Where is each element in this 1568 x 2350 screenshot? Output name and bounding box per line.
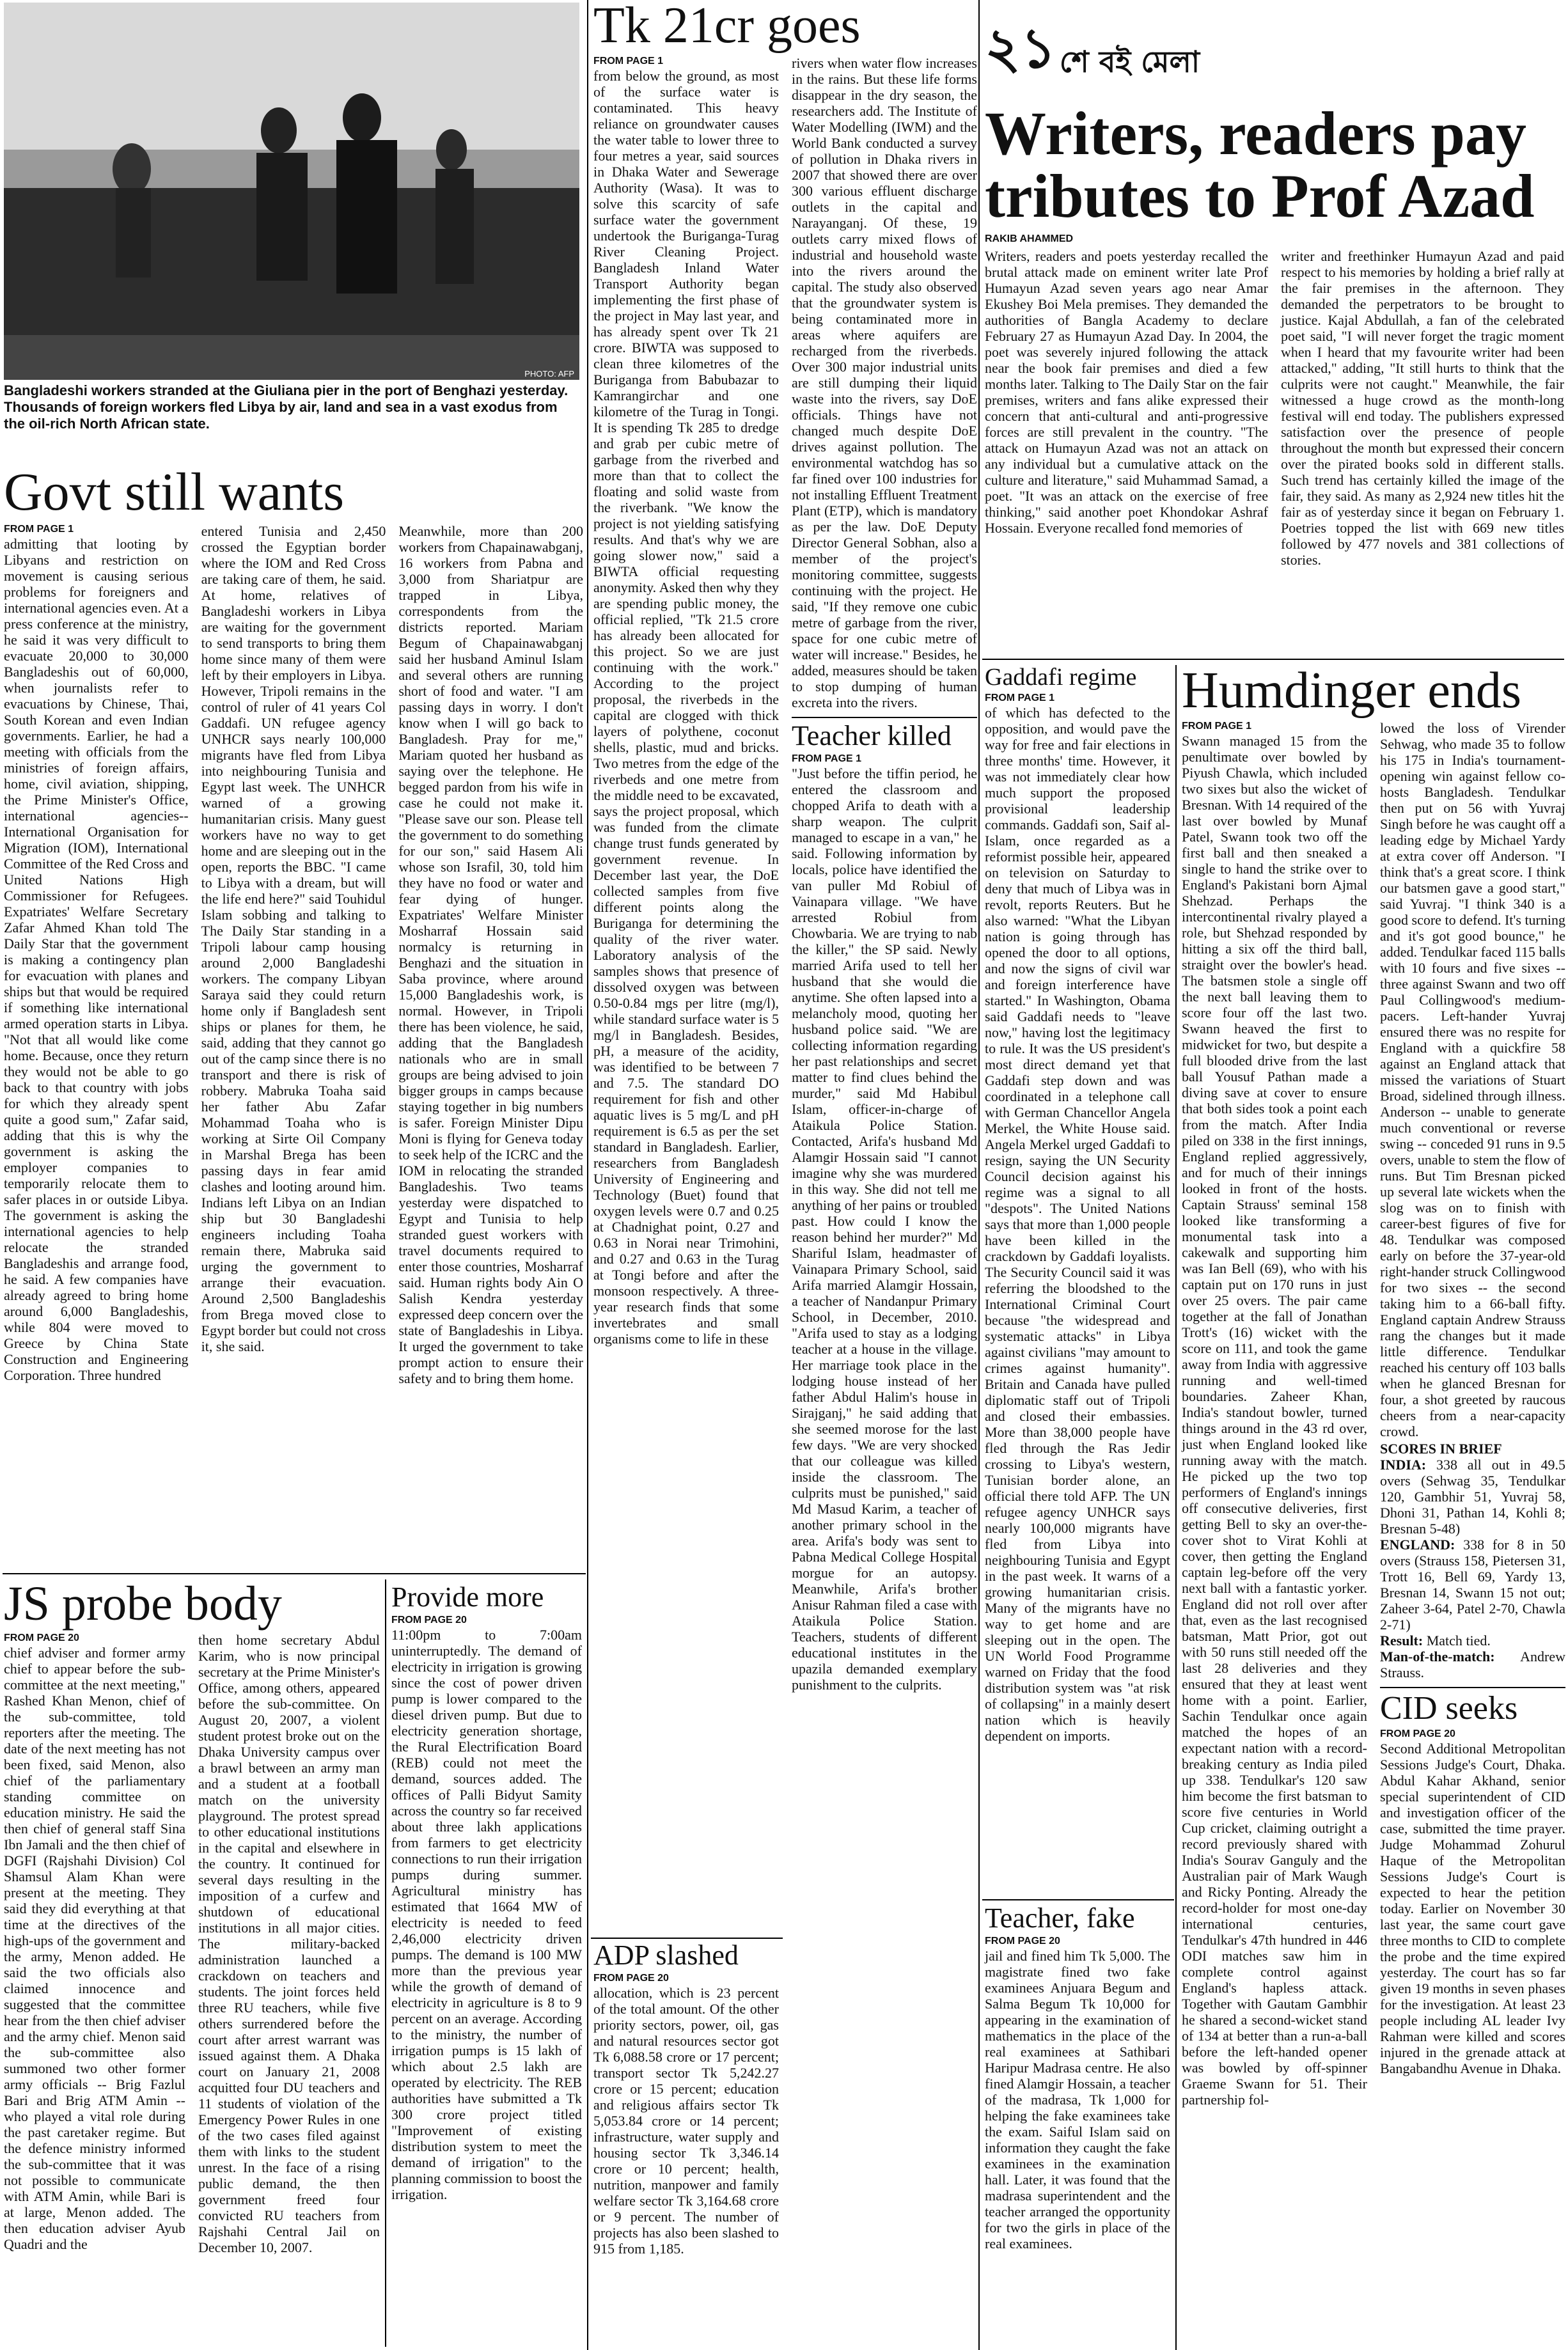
govt-article: [4, 462, 584, 1386]
writers-byline: RAKIB AHAMMED: [985, 233, 1074, 244]
humdinger-headline: Humdinger ends: [1182, 662, 1522, 719]
divider: [792, 717, 977, 718]
score-india: [1380, 1457, 1565, 1537]
humdinger-from: FROM PAGE 1: [1182, 721, 1252, 732]
writers-headline: Writers, readers pay tributes to Prof Azad: [985, 99, 1535, 230]
tk21-col2-text: rivers when water flow increases in the rains. But these life forms disappear in the dry season, the researchers add. The Institute of Water Modelling (IWM) and the World Bank conducted a survey of pollution in Dhaka rivers in 2007 that showed there are over 300 various effluent discharge outlets in the capital and Narayanganj. Of these, 19 outlets carry mixed flows of industrial and household waste into the rivers around the capital. The study also observed that the groundwater system is being contaminated more in areas where aquifers are recharged from the riverbeds. Over 300 major industrial units are still dumping their liquid waste into the rivers, say DoE officials. Things have not changed much despite DoE drives against pollution. The environmental watchdog has so far fined over 100 industries for not installing Effluent Treatment Plant (ETP), which is mandatory as per the law. DoE Deputy Director General Sobhan, also a member of the project's monitoring committee, suggests continuing with the project. He said, "If they remove one cubic metre of garbage from the river, space for one cubic metre of water will increase." Besides, he added, measures should be taken to stop dumping of human excreta into the rivers.: [792, 55, 977, 710]
humdinger-col1-text: Swann managed 15 from the penultimate over bowled by Piyush Chawla, which included two sixes but also the wicket of Bresnan. With 14 required of the last over bowled by Munaf Patel, Swann took two off the first ball and then sneaked a single to hand the strike over to England's Pakistani born Ajmal Shehzad. Perhaps the intercontinental rivalry played a role, but Shehzad responded by hitting a six off the third ball, straight over the bowler's head. The batsmen stole a single off the next ball leaving them to score four off the last two. Swann heaved the first to midwicket for two, but despite a full blooded drive from the last ball Yousuf Pathan made a diving save at cover to ensure that both sides took a point each from the match. After India piled on 338 in the first innings, England replied aggressively, and for much of their innings looked in front of the hosts. Captain Strauss' seminal 158 looked like transforming a monumental task into a cakewalk and supporting him was Ian Bell (69), who with his captain put on 170 runs in just over 25 overs. The pair came together at the fall of Jonathan Trott's (16) wicket with the score on 111, and took the game away from India with aggressive running and well-timed boundaries. Zaheer Khan, India's standout bowler, turned things around in the 43 rd over, just when England looked like running away with the match. He picked up the two top performers of England's innings off consecutive deliveries, first getting Bell to sky an over-the-cover shot to Virat Kohli at cover, then getting the England captain leg-before off the very next ball with a fantastic yorker. England did not roll over after that, even as the last recognised batsman, Matt Prior, got out with 50 runs still needed off the last 28 deliveries and they ensured that they at least went home with a point. Earlier, Sachin Tendulkar once again matched the hopes of an expectant nation with a record-breaking century as India piled up 338. Tendulkar's 120 saw him become the first batsman to score five centuries in World Cup cricket, claiming outright a record previously shared with India's Sourav Ganguly and the Australian pair of Mark Waugh and Ricky Ponting. Already the record-holder for most one-day international centuries, Tendulkar's 47th hundred in 446 ODI matches saw him in complete control against England's hapless attack. Together with Gautam Gambhir he shared a second-wicket stand of 134 at better than a run-a-ball before the left-handed opener was bowled by off-spinner Graeme Swann for 51. Their partnership fol-: [1182, 733, 1367, 2108]
jsprobe-headline: JS probe body: [4, 1577, 282, 1631]
teacherfake-col1-text: jail and fined him Tk 5,000. The magistrate fined two fake examinees Anjuara Begum and Salma Begum Tk 10,000 for appearing in the examination of mathematics in the place of the real examinees at Sathibari Haripur Madrasa centre. He also fined Alamgir Hossain, a teacher of the madrasa, Tk 1,000 for helping the fake examinees take the exam. Saiful Islam said on information they caught the fake examinees in the examination hall. Later, it was found that the madrasa superintendent and the teacher arranged the opportunity for two the girls in place of the real examinees.: [985, 1948, 1170, 2252]
photo-caption: Bangladeshi workers stranded at the Giuliana pier in the port of Benghazi yesterday. Thousands of foreign workers fled Libya by air, land and sea in a vast exodus from the oil-rich North African state.: [4, 382, 568, 432]
news-photo: [4, 3, 579, 380]
score-india-label: INDIA:: [1380, 1457, 1427, 1473]
logo-text: শে বই মেলা: [1059, 44, 1200, 79]
provide-col1-text: 11:00pm to 7:00am uninterruptedly. The demand of electricity in irrigation is growing since the cost of power driven pump is lower compared to the diesel driven pump. But due to electricity generation shortage, the Rural Electrification Board (REB) could not meet the demand, sources added. The offices of Palli Bidyut Samity across the country so far received about three lakh applications from farmers to get electricity connections to run their irrigation pumps during summer. Agricultural ministry has estimated that 1664 MW of electricity is needed to feed 2,46,000 electricity driven pumps. The demand is 100 MW more than the previous year while the growth of demand of electricity in agriculture is 8 to 9 percent on an average. According to the ministry, the number of irrigation pumps is 15 lakh of which about 2.5 lakh are operated by electricity. The REB authorities have submitted a Tk 300 crore project titled "Improvement of existing distribution system to meet the demand of irrigation" to the planning commission to boost the irrigation.: [391, 1627, 582, 2202]
cid-from: FROM PAGE 20: [1380, 1728, 1455, 1739]
jsprobe-col-2: [198, 1632, 380, 2255]
jsprobe-col2-text: then home secretary Abdul Karim, who is now principal secretary at the Prime Minister's Office, among others, appeared before the sub-committee. On August 20, 2007, a violent student protest broke out on the Dhaka University campus over a brawl between an army man and a student at a football match on the university playground. The protest spread to other educational institutions in the capital and elsewhere in the country. It continued for several days resulting in the imposition of a curfew and shutdown of educational institutions in all major cities. The military-backed administration launched a crackdown on teachers and students. The joint forces held three RU teachers, while five others surrendered before the court after arrest warrant was issued against them. A Dhaka court on January 21, 2008 acquitted four DU teachers and 11 students of violation of the Emergency Power Rules in one of the two cases filed against them with links to the student unrest. In the face of a rising public demand, the then government freed four convicted RU teachers from Rajshahi Central Jail on December 10, 2007.: [198, 1632, 380, 2255]
govt-headline: Govt still wants: [4, 462, 345, 522]
humdinger-col-1: [1182, 720, 1367, 2108]
jsprobe-from: FROM PAGE 20: [4, 1633, 79, 1643]
tk21-col-2: [792, 55, 977, 1693]
score-result-label: Result:: [1380, 1633, 1423, 1649]
govt-col-1: [4, 523, 189, 1386]
photo-illustration: [4, 3, 579, 380]
teacher-from: FROM PAGE 1: [792, 753, 862, 764]
tk21-headline: Tk 21cr goes: [593, 0, 861, 54]
writers-col2-text: writer and freethinker Humayun Azad and paid respect to his memories by holding a brief rally at the fair premises in the afternoon. They demanded the perpetrators to be brought to justice. Kajal Abdullah, a fan of the celebrated poet said, "I will never forget the tragic moment when I heard that my favourite writer had been attacked," adding, "It still hurts to think that the culprits were not caught." Meanwhile, the fair witnessed a huge crowd as the month-long festival will end today. The publishers expressed satisfaction over the presence of people throughout the month but expressed their concern over the pirated books sold in different stalls. Such trend has certainly killed the image of the fair, they said. As many as 2,924 new titles hit the fair as of yesterday since it began on February 1. Poetries topped the list with 669 new titles followed by 477 novels and 381 collections of stories.: [1281, 248, 1564, 568]
score-india-text: 338 all out in 49.5 overs (Sehwag 35, Tendulkar 120, Gambhir 51, Yuvraj 58, Dhoni 31, Pathan 14, Kohli 8; Bresnan 5-48): [1380, 1457, 1566, 1537]
teacherfake-from: FROM PAGE 20: [985, 1936, 1060, 1947]
score-england-text: 338 for 8 in 50 overs (Strauss 158, Pietersen 31, Trott 16, Bell 69, Yardy 13, Bresnan 14, Swann 15 not out; Zaheer 3-64, Patel 2-70, Chawla 2-71): [1380, 1537, 1566, 1633]
humdinger-col-2: [1380, 720, 1565, 2108]
tk21-from: FROM PAGE 1: [593, 56, 664, 67]
humdinger-col2-text: lowed the loss of Virender Sehwag, who made 35 to follow his 175 in India's tournament-opening win against fellow co-hosts Bangladesh. Tendulkar then put on 56 with Yuvraj Singh before he was caught off a leading edge by Michael Yardy at extra cover off Anderson. "I think that's a great score. I think our batsmen gave a good start," said Yuvraj. "I think 340 is a good score to defend. It's turning and it's got good bounce," he added. Tendulkar faced 115 balls with 10 fours and five sixes -- three against Swann and two off Paul Collingwood's medium-pacers. Left-hander Yuvraj ensured there was no respite for England with a quickfire 58 against an England attack that missed the variations of Stuart Broad, sidelined through illness. Anderson -- unable to generate much conventional or reverse swing -- conceded 91 runs in 9.5 overs, unable to stem the flow of runs. But Tim Bresnan picked up several late wickets when the slog was on to finish with career-best figures of five for 48. Tendulkar was composed early on before the 37-year-old right-hander struck Collingwood for two sixes -- the second taking him to a 66-ball fifty. England captain Andrew Strauss rang the changes but it made little difference. Tendulkar reached his century off 103 balls when he glanced Bresnan for four, a shot greeted by raucous cheers from a near-capacity crowd.: [1380, 720, 1565, 1439]
score-england: [1380, 1537, 1565, 1633]
govt-col3-text: Meanwhile, more than 200 workers from Chapainawabganj, 16 workers from Pabna and 3,000 from Shariatpur are trapped in Libya, correspondents from the districts reported. Mariam Begum of Chapainawabganj said her husband Aminul Islam and several others are running short of food and water. "I am passing days in worry. I don't know when I will go back to Bangladesh. Pray for me," Mariam quoted her husband as saying over the telephone. He begged pardon from his wife in case he could not make it. "Please save our son. Please tell the government to do something for our son," said Hasem Ali whose son Israfil, 30, told him they have no food or water and fear dying of hunger. Expatriates' Welfare Minister Mosharraf Hossain said normalcy is returning in Benghazi and the situation in Saba province, where around 15,000 Bangladeshis work, is normal. However, in Tripoli there has been violence, he said, adding that the Bangladesh nationals who are in small groups are being advised to join bigger groups in camps because staying together in big numbers is safer. Foreign Minister Dipu Moni is flying for Geneva today to seek help of the ICRC and the IOM in relocating the stranded Bangladeshis. Two teams yesterday were dispatched to Egypt and Tunisia to help stranded guest workers with travel documents required to enter those countries, Mosharraf said. Human rights body Ain O Salish Kendra yesterday expressed deep concern over the state of Bangladeshis in Libya. It urged the government to take prompt action to ensure their safety and to bring them home.: [398, 523, 584, 1386]
writers-col-2: [1281, 248, 1564, 568]
scores-title: SCORES IN BRIEF: [1380, 1441, 1502, 1457]
gaddafi-headline: Gaddafi regime: [985, 664, 1137, 691]
divider: [982, 1899, 1174, 1900]
adp-headline: ADP slashed: [593, 1939, 739, 1971]
divider: [591, 1938, 783, 1939]
govt-col-2: [201, 523, 386, 1386]
tk21-col-1: [593, 55, 779, 1693]
cid-col1-text: Second Additional Metropolitan Sessions Judge's Court, Dhaka. Abdul Kahar Akhand, senior special superintendent of CID and investigation officer of the case, submitted the time prayer. Judge Mohammad Zohurul Haque of the Metropolitan Sessions Judge's Court is expected to hear the petition today. Earlier on November 30 last year, the same court gave three months to CID to complete the probe and the time expired yesterday. The court has so far given 19 months in seven phases for the investigation. At least 23 people including AL leader Ivy Rahman were killed and scores injured in the grenade attack at Bangabandhu Avenue in Dhaka.: [1380, 1741, 1565, 2076]
govt-col-3: [398, 523, 583, 1386]
cid-headline: CID seeks: [1380, 1690, 1518, 1727]
divider: [385, 1579, 386, 2347]
tk21-col1-text: from below the ground, as most of the surface water is contaminated. This heavy reliance on groundwater causes the water table to lower three to four metres a year, said sources in Dhaka Water and Sewerage Authority (Wasa). It was to solve this scarcity of safe surface water the government undertook the Buriganga-Turag River Cleaning Project. Bangladesh Inland Water Transport Authority began implementing the first phase of the project in May last year, and has already spent over Tk 21 crore. BIWTA was supposed to clean three kilometres of the Buriganga from Babubazar to Kamrangirchar and one kilometre of the Turag in Tongi. It is spending Tk 285 to dredge and grab per cubic metre of garbage from the riverbed and more than that to collect the floating and solid waste from the riverbank. "We know the project is not yielding satisfying results. And that's why we are going slower now," said a BIWTA official requesting anonymity. Asked then why they are spending public money, the official replied, "Tk 21.5 crore has already been allocated for this project. So we are just continuing with the work." According to the project proposal, the riverbeds in the capital are clogged with thick layers of polythene, coconut shells, plastic, mud and bricks. Two metres from the edge of the riverbeds and one metre from the middle need to be excavated, says the project proposal, which was funded from the climate change trust funds generated by government revenue. In December last year, the DoE collected samples from five different points along the Buriganga for determining the quality of the river water. Laboratory analysis of the samples shows that presence of dissolved oxygen was between 0.50-0.84 mgs per litre (mg/l), while standard surface water is 5 mg/l in Bangladesh. Besides, pH, a measure of the acidity, was identified to be between 7 and 7.5. The standard DO requirement for fish and other aquatic lives is 5 mg/L and pH requirement is 6.5 as per the set standard in Bangladesh. Earlier, researchers from Bangladesh University of Engineering and Technology (Buet) found that oxygen levels were 0.7 and 0.25 at Chadnighat point, 0.27 and 0.63 in Norai near Trimohini, and 0.27 and 0.63 in the Turag at Tongi before and after the monsoon respectively. A three-year research finds that some invertebrates and small organisms come to life in these: [593, 68, 779, 1347]
govt-from: FROM PAGE 1: [4, 524, 74, 535]
adp-from: FROM PAGE 20: [593, 1973, 669, 1984]
writers-col-1: [985, 248, 1268, 568]
divider: [587, 0, 588, 2350]
tk21-article: [593, 0, 977, 1693]
gaddafi-from: FROM PAGE 1: [985, 693, 1055, 703]
teacher-headline: Teacher killed: [792, 720, 952, 751]
photo-credit: PHOTO: AFP: [524, 369, 574, 379]
divider: [982, 659, 1564, 660]
provide-from: FROM PAGE 20: [391, 1615, 467, 1625]
divider: [978, 0, 980, 2350]
divider: [1175, 665, 1177, 2350]
teacherfake-headline: Teacher, fake: [985, 1902, 1135, 1934]
writers-col1-text: Writers, readers and poets yesterday recalled the brutal attack made on eminent writer late Prof Humayun Azad seven years ago near Amar Ekushey Boi Mela premises. They demanded the authorities of Bangla Academy to declare February 27 as Humayun Azad Day. In 2004, the poet was severely injured following the attack near the book fair premises and died a few months later. Talking to The Daily Star on the fair premises, writers and fans alike expressed their concern that anti-cultural and anti-progressive forces are still prevalent in the country. "The attack on Humayun Azad was not an attack on any individual but a cumulative attack on the culture and literature," said Muhammad Samad, a poet. "It was an attack on the exercise of free thinking," said another poet Khondokar Ashraf Hossain. Everyone recalled fond memories of: [985, 248, 1268, 536]
govt-col2-text: entered Tunisia and 2,450 crossed the Egyptian border where the IOM and Red Cross are taking care of them, he said. At home, relatives of Bangladeshi workers in Libya are waiting for the government to send transports to bring them home since many of them were left by their employers in Libya. However, Tripoli remains in the control of ruler of 41 years Col Gaddafi. UN refugee agency UNHCR says nearly 100,000 migrants have fled from Libya into neighbouring Tunisia and Egypt last week. The UNHCR warned of a growing humanitarian crisis. Many guest workers have no way to get home and are sleeping out in the open, reports the BBC. "I came to Libya with a dream, but will the life end here?" said Touhidul Islam sobbing and talking to The Daily Star standing in a Tripoli labour camp housing around 2,000 Bangladeshi workers. The company Libyan Saraya said they could return home only if Bangladesh sent ships or planes for them, he said, adding that they cannot go out of the camp since there is no transport and there is risk of robbery. Mabruka Toaha said her father Abu Zafar Mohammad Toaha who is working at Sirte Oil Company in Marshal Brega has been passing days in fear amid clashes and looting around him. Indians left Libya on an Indian ship but 30 Bangladeshi engineers including Toaha remain there, Mabruka said urging the government to arrange their evacuation. Around 2,500 Bangladeshis from Brega moved close to Egypt border but could not cross it, she said.: [201, 523, 386, 1354]
score-motm-label: Man-of-the-match:: [1380, 1649, 1495, 1665]
adp-col1-text: allocation, which is 23 percent of the total amount. Of the other priority sectors, power, oil, gas and natural resources sector got Tk 6,088.58 crore or 17 percent; transport sector Tk 5,242.27 crore or 15 percent; education and religious affairs sector Tk 5,053.84 crore or 14 percent; infrastructure, water supply and housing sector Tk 3,346.14 crore or 10 percent; health, nutrition, manpower and family welfare sector Tk 3,164.68 crore or 9 percent. The number of projects has also been slashed to 915 from 1,185.: [593, 1985, 779, 2257]
provide-headline: Provide more: [391, 1581, 544, 1613]
divider: [1380, 1687, 1565, 1688]
govt-col1-text: admitting that looting by Libyans and restriction on movement is causing serious problems for foreigners and international agencies even. At a press conference at the ministry, he said it was very difficult to evacuate 20,000 to 30,000 Bangladeshis out of 60,000, when journalists refer to evacuations by Chinese, Thai, South Korean and even Indian governments. Earlier, he had a meeting with officials from the ministries of foreign affairs, home, civil aviation, shipping, the Prime Minister's Office, international agencies--International Organisation for Migration (IOM), International Committee of the Red Cross and United Nations High Commissioner for Refugees. Expatriates' Welfare Secretary Zafar Ahmed Khan told The Daily Star that the government is making a contingency plan for evacuation with planes and ships but that would be required if something like international armed operation starts in Libya. "Not that all would like come home. Because, once they return they would not be able to go back to that country with jobs for which they already spent quite a good sum," Zafar said, adding that this is why the government is asking the employer companies to temporarily relocate them to safer places in or outside Libya. The government is asking the international agencies to help relocate the stranded Bangladeshis and arrange food, he said. A few companies have already agreed to bring home around 6,000 Bangladeshis, while 804 were moved to Greece by China State Construction and Engineering Corporation. Three hundred: [4, 536, 189, 1383]
divider: [3, 1573, 586, 1574]
score-result: [1380, 1633, 1565, 1649]
jsprobe-col1-text: chief adviser and former army chief to appear before the sub-committee at the next meeting," Rashed Khan Menon, chief of the sub-committee, told reporters after the meeting. The date of the next meeting has not been fixed, said Menon, also chief of the parliamentary standing committee on education ministry. He said the then chief of general staff Sina Ibn Jamali and the then chief of DGFI (Rajshahi Division) Col Shamsul Alam Khan were present at the meeting. They said they did everything at that time at the directives of the high-ups of the government and the army, Menon added. He said the two officials also claimed innocence and suggested that the committee hear from the then chief adviser and the army chief. Menon said the sub-committee also summoned two other former army officials -- Brig Fazlul Bari and Brig ATM Amin -- who played a vital role during the past caretaker regime. But the defence ministry informed the sub-committee that it was not possible to communicate with ATM Amin, while Bari is at large, Menon added. The then education adviser Ayub Quadri and the: [4, 1645, 185, 2252]
humdinger-article: [1182, 662, 1566, 2108]
score-result-text: Match tied.: [1426, 1633, 1491, 1649]
score-motm-text: Andrew Strauss.: [1380, 1649, 1565, 1680]
teacher-col1-text: "Just before the tiffin period, he entered the classroom and chopped Arifa to death with a sharp weapon. The culprit managed to escape in a van," he said. Following information by locals, police have identified the van puller Md Robiul of Vainapara village. "We have arrested Robiul from Chowbaria. We are trying to nab the killer," the SP said. Newly married Arifa used to tell her husband that she would die anytime. She often lapsed into a melancholy mood, quoting her husband police said. "We are collecting information regarding her past relationships and secret matter to find clues behind the murder," said Md Habibul Islam, officer-in-charge of Ataikula Police Station. Contacted, Arifa's husband Md Alamgir Hossain said "I cannot imagine why she was murdered in this way. She did not tell me anything of her pains or troubled past. How could I know the reason behind her murder?" Md Shariful Islam, headmaster of Vainapara Primary School, said Arifa married Alamgir Hossain, a teacher of Nandanpur Primary School, in December, 2010. "Arifa used to stay as a lodging teacher at a house in the village. Her marriage took place in the lodging house instead of her father Abdul Halim's house in Sirajganj," he said adding that she seemed morose for the last few days. "We are very shocked that our colleague was killed inside the classroom. The culprits must be punished," said Md Masud Karim, a teacher of another primary school in the area. Arifa's body was sent to Pabna Medical College Hospital morgue for an autopsy. Meanwhile, Arifa's brother Anisur Rahman filed a case with Ataikula Police Station. Teachers, students of different educational institutes in the upazila demanded exemplary punishment to the culprits.: [792, 765, 977, 1693]
teacherfake-article: [985, 1904, 1170, 2252]
boimela-logo: [985, 6, 1253, 96]
jsprobe-col-1: [4, 1632, 185, 2255]
gaddafi-article: [985, 665, 1170, 1744]
logo-number: ২১: [985, 17, 1056, 81]
adp-article: [593, 1941, 779, 2257]
gaddafi-col1-text: of which has defected to the opposition, and would pave the way for free and fair elections in three months' time. However, it was not immediately clear how much support the proposed provisional leadership commands. Gaddafi son, Saif al-Islam, once regarded as a reformist possible heir, appeared on television on Saturday to deny that much of Libya was in revolt, reports Reuters. But he also warned: "What the Libyan nation is going through has opened the door to all options, and now the signs of civil war and foreign interference have started." In Washington, Obama said Gaddafi needs to "leave now," having lost the legitimacy to rule. It was the US president's most direct demand yet that Gaddafi step down and was coordinated in a telephone call with German Chancellor Angela Merkel, the White House said. Angela Merkel urged Gaddafi to resign, saying the UN Security Council decision against his regime was a signal to all "despots". The United Nations says that more than 1,000 people have been killed in the crackdown by Gaddafi loyalists. The Security Council said it was referring the bloodshed to the International Criminal Court because "the widespread and systematic attacks" in Libya against civilians "may amount to crimes against humanity". Britain and Canada have pulled diplomatic staff out of Tripoli and closed their embassies. More than 38,000 people have fled through the Ras Jedir crossing to Libya's western, Tunisian border alone, an official there told AFP. The UN refugee agency UNHCR says nearly 100,000 migrants have fled from Libya into neighbouring Tunisia and Egypt in the past week. It warns of a growing humanitarian crisis. Many of the migrants have no way to get home and are sleeping out in the open. The UN World Food Programme warned on Friday that the food distribution system was "at risk of collapsing" in a mainly desert nation which is heavily dependent on imports.: [985, 705, 1170, 1744]
score-england-label: ENGLAND:: [1380, 1537, 1455, 1553]
score-motm: [1380, 1649, 1565, 1680]
jsprobe-article: [4, 1579, 380, 2255]
provide-article: [391, 1583, 582, 2202]
writers-article: [985, 99, 1564, 568]
